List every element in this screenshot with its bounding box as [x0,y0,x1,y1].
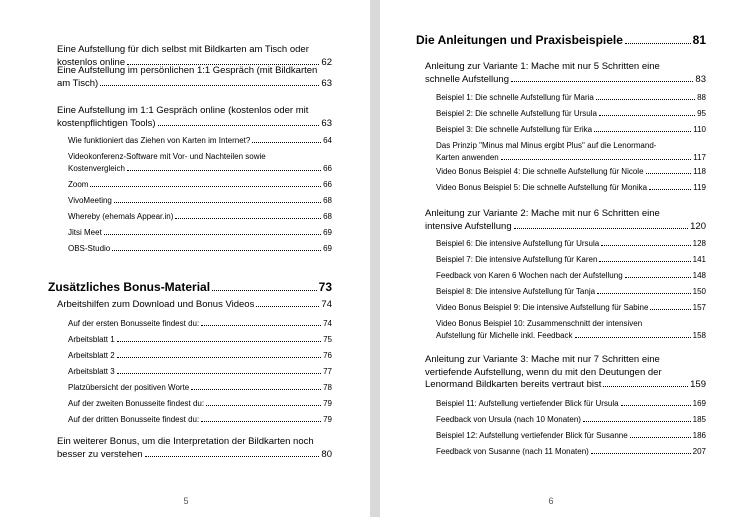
toc-entry-line [425,379,706,392]
toc-entry-line [68,334,332,346]
toc-entry[interactable] [436,238,706,250]
toc-entry[interactable] [68,398,332,410]
toc-entry-title: Auf der ersten Bonusseite findest du: [68,319,200,328]
toc-page-number: 78 [323,383,332,392]
dot-leader [104,234,321,235]
toc-entry-text: Eine Aufstellung im persönlichen 1:1 Gespräch (mit Bildkarten [57,65,318,76]
toc-entry[interactable] [425,61,706,86]
dot-leader [583,421,691,422]
toc-entry-title: Feedback von Susanne (nach 11 Monaten) [436,447,589,456]
toc-page-number: 73 [318,280,332,294]
dot-leader [646,173,692,174]
toc-page-number: 83 [695,73,706,85]
toc-entry[interactable] [57,65,332,90]
toc-entry-title: Jitsi Meet [68,228,102,237]
toc-entry-line [436,398,706,410]
toc-entry-title: Beispiel 12: Aufstellung vertiefender Blick für Susanne [436,431,628,440]
toc-entry[interactable] [436,398,706,410]
toc-entry-line [68,163,332,175]
dot-leader [599,261,690,262]
toc-page-number: 118 [693,167,706,176]
toc-entry-line [68,243,332,255]
toc-entry-title: Beispiel 3: Die schnelle Aufstellung für Erika [436,125,593,134]
page-gutter [370,0,380,517]
toc-entry-line [57,449,332,462]
toc-entry[interactable] [68,195,332,207]
toc-page-number: 157 [692,303,706,312]
dot-leader [252,142,321,143]
toc-entry-title: Die Anleitungen und Praxisbeispiele [416,33,623,47]
toc-entry-title: Beispiel 7: Die intensive Aufstellung für Karen [436,255,598,264]
toc-entry-text: Videokonferenz-Software mit Vor- und Nachteilen sowie [68,152,266,161]
dot-leader [117,373,321,374]
toc-page-number: 169 [692,399,706,408]
dot-leader [201,325,321,326]
toc-entry-text: Eine Aufstellung im 1:1 Gespräch online (kostenlos oder mit [57,105,309,116]
toc-entry[interactable] [436,140,706,163]
dot-leader [597,293,691,294]
toc-entry-title: Beispiel 8: Die intensive Aufstellung für Tanja [436,287,596,296]
toc-entry-text: Das Prinzip "Minus mal Minus ergibt Plus" auf die Lenormand- [436,141,657,150]
toc-page-number: 64 [323,136,332,145]
toc-entry-line [436,414,706,426]
toc-entry-line [57,78,332,91]
toc-page-number: 79 [323,415,332,424]
dot-leader [127,170,321,171]
page-number: 6 [548,496,554,506]
toc-entry-line [68,135,332,147]
toc-entry[interactable] [436,446,706,458]
dot-leader [145,456,320,457]
toc-page-number: 77 [323,367,332,376]
toc-entry-text: Anleitung zur Variante 2: Mache mit nur 6 Schritten eine [425,208,660,219]
toc-entry-line [436,254,706,266]
toc-entry-title: Aufstellung für Michelle inkl. Feedback [436,330,573,340]
toc-page-number: 159 [690,379,706,390]
toc-entry[interactable] [68,151,332,174]
dot-leader [206,405,321,406]
toc-entry-line [436,330,706,342]
dot-leader [594,131,691,132]
toc-entry-title: Beispiel 6: Die intensive Aufstellung für Ursula [436,239,600,248]
toc-entry-title: Zusätzliches Bonus-Material [48,280,211,294]
toc-page-number: 110 [693,125,706,134]
dot-leader [575,337,691,338]
toc-page-number: 120 [690,220,706,232]
dot-leader [158,125,320,126]
toc-entry-title: Beispiel 2: Die schnelle Aufstellung für Ursula [436,109,597,118]
toc-entry-title: Video Bonus Beispiel 4: Die schnelle Aufstellung für Nicole [436,167,644,176]
toc-page-number: 74 [323,319,332,328]
toc-page-number: 185 [692,415,706,424]
toc-page-number: 76 [323,351,332,360]
dot-leader [596,99,695,100]
toc-entry-line [425,74,706,87]
toc-entry[interactable] [57,299,332,312]
toc-entry[interactable] [436,270,706,282]
toc-entry-line [436,302,706,314]
dot-leader [511,81,693,82]
dot-leader [599,115,695,116]
dot-leader [601,245,690,246]
toc-entry-title: Beispiel 11: Aufstellung vertiefender Blick für Ursula [436,399,619,408]
toc-entry-line [416,33,706,47]
toc-entry-line [436,92,706,104]
dot-leader [175,218,321,219]
toc-page-number: 66 [323,163,332,173]
toc-entry-line [425,221,706,234]
toc-entry-title: Arbeitsblatt 1 [68,335,115,344]
toc-entry-line [436,238,706,250]
toc-entry-title: kostenlos online [57,56,126,68]
toc-entry[interactable] [436,318,706,341]
toc-entry-title: Arbeitshilfen zum Download und Bonus Videos [57,299,255,310]
toc-entry-title: Karten anwenden [436,152,499,162]
toc-entry-line [436,430,706,442]
toc-entry-title: Arbeitsblatt 3 [68,367,115,376]
toc-page-number: 66 [323,180,332,189]
toc-entry-title: Wie funktioniert das Ziehen von Karten im Internet? [68,136,251,145]
toc-entry-text: Anleitung zur Variante 1: Mache mit nur 5 Schritten eine [425,61,660,72]
dot-leader [100,85,319,86]
toc-entry-title: besser zu verstehen [57,448,143,460]
toc-entry-title: Feedback von Karen 6 Wochen nach der Aufstellung [436,271,623,280]
dot-leader [201,421,321,422]
toc-entry[interactable] [436,182,706,194]
toc-entry[interactable] [48,280,332,294]
toc-entry[interactable] [436,108,706,120]
toc-entry-line [68,414,332,426]
toc-entry-title: am Tisch) [57,77,99,89]
toc-entry[interactable] [68,243,332,255]
toc-entry[interactable] [68,135,332,147]
toc-entry-line [57,118,332,131]
toc-page-number: 81 [692,33,706,47]
toc-page-number: 158 [692,330,706,340]
toc-page-number: 148 [692,271,706,280]
toc-entry[interactable] [68,366,332,378]
toc-entry[interactable] [68,350,332,362]
dot-leader [256,306,319,307]
dot-leader [649,189,691,190]
toc-page-number: 79 [323,399,332,408]
dot-leader [630,437,691,438]
toc-entry-line [57,299,332,312]
dot-leader [90,186,321,187]
toc-entry-line [68,366,332,378]
dot-leader [191,389,321,390]
toc-entry-title: intensive Aufstellung [425,220,512,232]
toc-entry-title: Video Bonus Beispiel 5: Die schnelle Aufstellung für Monika [436,183,648,192]
toc-entry[interactable] [436,254,706,266]
toc-entry-line [436,108,706,120]
dot-leader [117,357,321,358]
toc-page-number: 74 [321,299,332,310]
toc-entry[interactable] [57,105,332,130]
dot-leader [212,290,317,291]
toc-entry-line [436,182,706,194]
toc-entry[interactable] [57,436,332,461]
toc-entry[interactable] [68,179,332,191]
dot-leader [514,228,689,229]
toc-entry-text: Video Bonus Beispiel 10: Zusammenschnitt der intensiven [436,319,643,328]
toc-entry-line [68,318,332,330]
toc-page-number: 128 [692,239,706,248]
toc-entry[interactable] [436,166,706,178]
toc-entry-title: Lenormand Bildkarten bereits vertraut bist [425,379,602,390]
toc-entry[interactable] [68,227,332,239]
toc-page-number: 207 [692,447,706,456]
toc-page-number: 68 [323,196,332,205]
toc-entry-text: Ein weiterer Bonus, um die Interpretation der Bildkarten noch [57,436,314,447]
toc-page-number: 88 [697,93,706,102]
toc-entry-title: OBS-Studio [68,244,111,253]
toc-entry-line [68,195,332,207]
dot-leader [625,43,691,44]
toc-page-number: 62 [321,56,332,68]
toc-entry-line [68,398,332,410]
toc-entry[interactable] [436,286,706,298]
toc-page-number: 75 [323,335,332,344]
toc-entry-title: Zoom [68,180,89,189]
toc-entry-line [48,280,332,294]
toc-page-number: 141 [692,255,706,264]
toc-page-number: 69 [323,244,332,253]
toc-entry[interactable] [436,302,706,314]
toc-entry-line [68,179,332,191]
toc-entry[interactable] [425,354,706,392]
dot-leader [603,386,688,387]
toc-entry-text: Anleitung zur Variante 3: Mache mit nur 7 Schritten eine [425,354,660,365]
toc-entry[interactable] [68,334,332,346]
toc-entry[interactable] [436,414,706,426]
toc-page-number: 117 [693,152,706,162]
toc-entry-title: Arbeitsblatt 2 [68,351,115,360]
toc-entry-line [68,227,332,239]
toc-page-left [0,0,370,517]
toc-entry-title: Whereby (ehemals Appear.in) [68,212,174,221]
toc-entry[interactable] [68,318,332,330]
toc-entry-title: Video Bonus Beispiel 9: Die intensive Aufstellung für Sabine [436,303,649,312]
toc-entry[interactable] [68,211,332,223]
toc-entry[interactable] [68,414,332,426]
toc-entry[interactable] [68,382,332,394]
toc-page-number: 150 [692,287,706,296]
toc-entry[interactable] [436,124,706,136]
toc-page-number: 95 [697,109,706,118]
toc-entry-line [436,166,706,178]
toc-entry-line [68,211,332,223]
toc-page-number: 68 [323,212,332,221]
toc-entry[interactable] [436,92,706,104]
dot-leader [650,309,690,310]
toc-entry[interactable] [425,208,706,233]
toc-page-number: 63 [321,117,332,129]
dot-leader [501,159,692,160]
toc-entry-line [68,382,332,394]
toc-entry-title: kostenpflichtigen Tools) [57,117,156,129]
toc-entry-text: Eine Aufstellung für dich selbst mit Bildkarten am Tisch oder [57,44,309,55]
dot-leader [625,277,691,278]
toc-entry-line [436,446,706,458]
page-number: 5 [183,496,189,506]
toc-entry-title: Auf der zweiten Bonusseite findest du: [68,399,205,408]
toc-page-number: 69 [323,228,332,237]
toc-entry-title: Platzübersicht der positiven Worte [68,383,190,392]
toc-entry-line [68,350,332,362]
toc-entry-line [436,286,706,298]
toc-page-right [380,0,750,517]
toc-entry[interactable] [416,33,706,47]
toc-entry-line [436,270,706,282]
toc-entry-title: Beispiel 1: Die schnelle Aufstellung für Maria [436,93,594,102]
toc-entry-title: schnelle Aufstellung [425,73,509,85]
dot-leader [621,405,691,406]
dot-leader [112,250,321,251]
toc-entry[interactable] [436,430,706,442]
toc-page-number: 80 [321,448,332,460]
toc-entry-title: Feedback von Ursula (nach 10 Monaten) [436,415,581,424]
toc-entry-text: vertiefende Aufstellung, wenn du mit den Deutungen der [425,366,662,378]
toc-entry-line [436,124,706,136]
toc-entry-title: Auf der dritten Bonusseite findest du: [68,415,200,424]
toc-page-number: 186 [692,431,706,440]
toc-entry-title: Kostenvergleich [68,163,125,173]
toc-page-number: 119 [693,183,706,192]
toc-page-number: 63 [321,77,332,89]
toc-entry-title: VivoMeeting [68,196,112,205]
dot-leader [117,341,321,342]
toc-entry-line [436,152,706,164]
dot-leader [114,202,321,203]
dot-leader [591,453,691,454]
